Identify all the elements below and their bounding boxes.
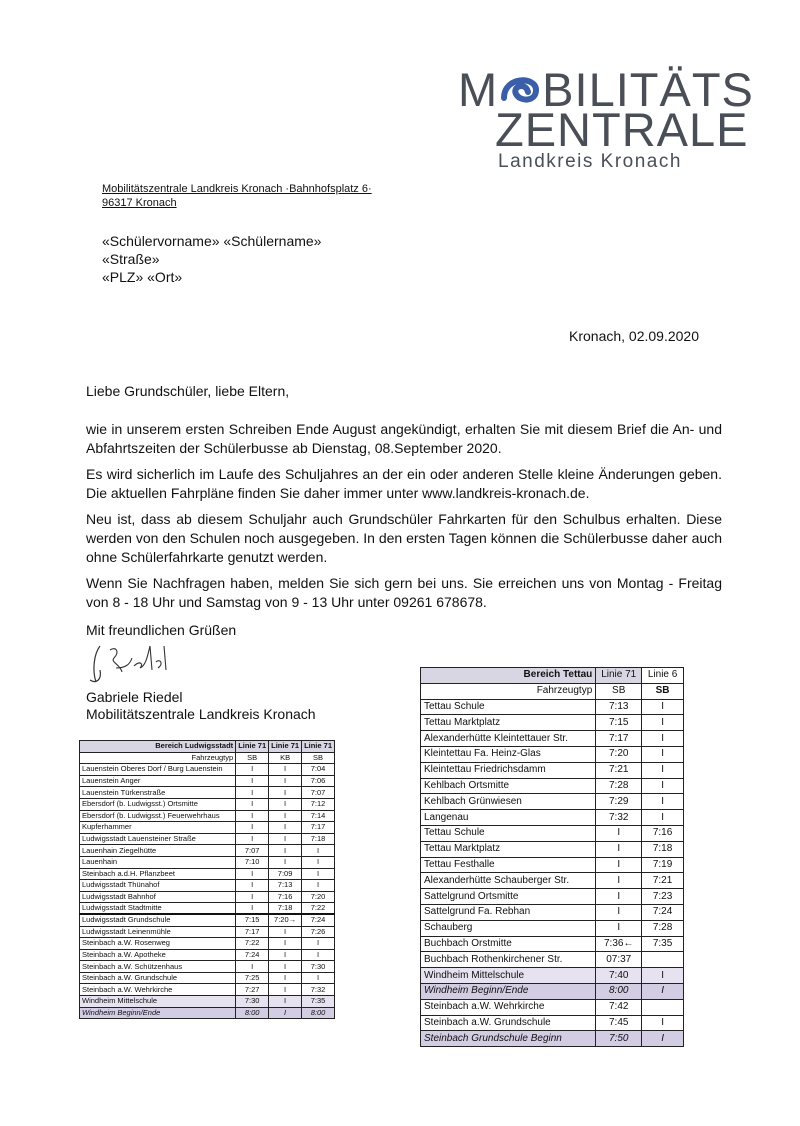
timetable-tettau: [420, 667, 684, 1047]
stop-name: Ludwigsstadt Thünahof: [80, 880, 236, 892]
departure-time: [642, 999, 684, 1015]
table-row: [421, 857, 684, 873]
vehicle-type-label: Fahrzeugtyp: [80, 752, 236, 764]
signer-block: [86, 689, 316, 723]
line-header: Linie 6: [642, 668, 684, 684]
departure-time: I: [642, 762, 684, 778]
departure-time: 7:17: [302, 822, 335, 834]
departure-time: I: [596, 873, 642, 889]
departure-time: I: [269, 961, 302, 973]
logo-o-swirl-icon: [498, 68, 542, 108]
stop-name: Kleintettau Friedrichsdamm: [421, 762, 596, 778]
table-row: [80, 914, 335, 926]
table-row: [80, 984, 335, 996]
logo: [458, 63, 754, 176]
departure-time: I: [302, 845, 335, 857]
table-row: [421, 731, 684, 747]
stop-name: Ebersdorf (b. Ludwigsst.) Ortsmitte: [80, 798, 236, 810]
table-row: [421, 889, 684, 905]
stop-name: Lauenstein Türkenstraße: [80, 787, 236, 799]
departure-time: I: [269, 764, 302, 776]
table-row: [80, 891, 335, 903]
departure-time: I: [236, 798, 269, 810]
salutation: Liebe Grundschüler, liebe Eltern,: [86, 383, 290, 399]
departure-time: 7:32: [596, 810, 642, 826]
letter-date: Kronach, 02.09.2020: [569, 328, 699, 344]
stop-name: Steinbach a.W. Wehrkirche: [421, 999, 596, 1015]
paragraph: Es wird sicherlich im Laufe des Schuljahres an der ein oder anderen Stelle kleine Änderungen geben. Die aktuellen Fahrpläne finden Sie daher immer unter www.landkreis-kronach.de.: [86, 466, 722, 501]
departure-time: I: [269, 926, 302, 938]
stop-name: Schauberg: [421, 920, 596, 936]
table-row: [80, 764, 335, 776]
departure-time: I: [596, 904, 642, 920]
table-row: [421, 810, 684, 826]
departure-time: 7:27: [236, 984, 269, 996]
stop-name: Steinbach a.W. Rosenweg: [80, 938, 236, 950]
table-row: [421, 999, 684, 1015]
departure-time: 8:00: [596, 983, 642, 999]
stop-name: Buchbach Rothenkirchener Str.: [421, 952, 596, 968]
departure-time: I: [302, 949, 335, 961]
departure-time: I: [236, 961, 269, 973]
departure-time: I: [269, 984, 302, 996]
stop-name: Steinbach a.W. Apotheke: [80, 949, 236, 961]
departure-time: 7:20: [302, 891, 335, 903]
departure-time: I: [269, 822, 302, 834]
departure-time: I: [236, 810, 269, 822]
departure-time: I: [642, 715, 684, 731]
stop-name: Kehlbach Grünwiesen: [421, 794, 596, 810]
departure-time: 7:13: [596, 699, 642, 715]
table-row: [80, 775, 335, 787]
departure-time: 7:17: [236, 926, 269, 938]
vehicle-type: SB: [302, 752, 335, 764]
stop-name: Ludwigsstadt Grundschule: [80, 914, 236, 926]
vehicle-type-row: [80, 752, 335, 764]
stop-name: Windheim Beginn/Ende: [421, 983, 596, 999]
departure-time: I: [596, 857, 642, 873]
stop-name: Lauenhain: [80, 856, 236, 868]
stop-name: Steinbach a.W. Grundschule: [80, 972, 236, 984]
departure-time: I: [596, 825, 642, 841]
stop-name: Windheim Mittelschule: [80, 996, 236, 1008]
departure-time: I: [269, 845, 302, 857]
departure-time: 7:17: [596, 731, 642, 747]
departure-time: I: [642, 968, 684, 984]
departure-time: 7:24: [302, 914, 335, 926]
departure-time: I: [302, 938, 335, 950]
line-header: Linie 71: [302, 741, 335, 753]
departure-time: I: [596, 889, 642, 905]
table-row: [80, 972, 335, 984]
table-row: [421, 778, 684, 794]
departure-time: I: [302, 868, 335, 880]
stop-name: Lauenstein Oberes Dorf / Burg Lauenstein: [80, 764, 236, 776]
departure-time: 7:24: [236, 949, 269, 961]
letter-body: [86, 420, 722, 619]
departure-time: I: [269, 810, 302, 822]
sender-line1: Mobilitätszentrale Landkreis Kronach ·Bahnhofsplatz 6·: [102, 183, 372, 195]
logo-letter-m: M: [458, 63, 499, 116]
table-row: [80, 949, 335, 961]
paragraph: Wenn Sie Nachfragen haben, melden Sie sich gern bei uns. Sie erreichen uns von Montag - Freitag von 8 - 18 Uhr und Samstag von 9 - 13 Uhr unter 09261 678678.: [86, 575, 722, 610]
departure-time: 7:24: [642, 904, 684, 920]
departure-time: 7:15: [596, 715, 642, 731]
departure-time: 7:30: [236, 996, 269, 1008]
line-header: Linie 71: [596, 668, 642, 684]
table-row: [80, 961, 335, 973]
stop-name: Kehlbach Ortsmitte: [421, 778, 596, 794]
table-row: [80, 996, 335, 1008]
stop-name: Lauenhain Ziegelhütte: [80, 845, 236, 857]
departure-time: 7:16: [269, 891, 302, 903]
recipient-address: [102, 232, 321, 286]
departure-time: I: [596, 841, 642, 857]
table-header-row: [421, 668, 684, 684]
table-row: [421, 699, 684, 715]
table-row: [421, 715, 684, 731]
departure-time: 7:09: [269, 868, 302, 880]
departure-time: 7:22: [302, 903, 335, 915]
table-row: [421, 1031, 684, 1047]
table-row: [421, 952, 684, 968]
departure-time: 7:16: [642, 825, 684, 841]
departure-time: 8:00: [302, 1007, 335, 1019]
departure-time: 7:18: [642, 841, 684, 857]
departure-time: I: [642, 731, 684, 747]
departure-time: I: [236, 903, 269, 915]
departure-time: 7:35: [642, 936, 684, 952]
stop-name: Langenau: [421, 810, 596, 826]
line-header: Linie 71: [269, 741, 302, 753]
stop-name: Tettau Schule: [421, 825, 596, 841]
departure-time: 07:37: [596, 952, 642, 968]
departure-time: 7:12: [302, 798, 335, 810]
vehicle-type: SB: [236, 752, 269, 764]
stop-name: Buchbach Orstmitte: [421, 936, 596, 952]
departure-time: 7:07: [302, 787, 335, 799]
departure-time: 7:22: [236, 938, 269, 950]
departure-time: I: [236, 880, 269, 892]
departure-time: I: [642, 983, 684, 999]
stop-name: Tettau Festhalle: [421, 857, 596, 873]
timetable-ludwigsstadt: [79, 740, 335, 1019]
stop-name: Alexanderhütte Kleintettauer Str.: [421, 731, 596, 747]
vehicle-type: SB: [642, 683, 684, 699]
departure-time: 7:25: [236, 972, 269, 984]
stop-name: Lauenstein Anger: [80, 775, 236, 787]
stop-name: Kupferhammer: [80, 822, 236, 834]
table-row: [80, 798, 335, 810]
table-row: [421, 920, 684, 936]
recipient-line2: «Straße»: [102, 251, 160, 267]
departure-time: 7:20: [596, 746, 642, 762]
table-row: [80, 822, 335, 834]
departure-time: I: [269, 996, 302, 1008]
departure-time: I: [236, 891, 269, 903]
departure-time: 7:50: [596, 1031, 642, 1047]
recipient-line1: «Schülervorname» «Schülername»: [102, 233, 322, 249]
departure-time: I: [302, 856, 335, 868]
table-row: [421, 1015, 684, 1031]
departure-time: I: [236, 822, 269, 834]
departure-time: I: [269, 798, 302, 810]
table-row: [80, 926, 335, 938]
departure-time: [642, 952, 684, 968]
departure-time: I: [642, 794, 684, 810]
table-row: [421, 873, 684, 889]
paragraph: Neu ist, dass ab diesem Schuljahr auch Grundschüler Fahrkarten für den Schulbus erhalten. Diese werden von den Schulen noch ausgegeben. In den ersten Tagen können die Schülerbusse daher auch ohne Schülerfahrkarte genutzt werden.: [86, 511, 722, 565]
departure-time: I: [269, 949, 302, 961]
departure-time: 7:32: [302, 984, 335, 996]
stop-name: Windheim Mittelschule: [421, 968, 596, 984]
departure-time: I: [642, 699, 684, 715]
table-row: [421, 762, 684, 778]
stop-name: Tettau Schule: [421, 699, 596, 715]
logo-letters-bilitaets: BILITÄTS: [542, 63, 754, 116]
departure-time: I: [642, 1031, 684, 1047]
vehicle-type-row: [421, 683, 684, 699]
table-title: Bereich Tettau: [421, 668, 596, 684]
departure-time: 7:18: [302, 833, 335, 845]
table-row: [421, 746, 684, 762]
stop-name: Ludwigsstadt Lauensteiner Straße: [80, 833, 236, 845]
vehicle-type: SB: [596, 683, 642, 699]
departure-time: I: [642, 778, 684, 794]
departure-time: I: [236, 764, 269, 776]
table-row: [80, 1007, 335, 1019]
table-row: [80, 903, 335, 915]
departure-time: 7:14: [302, 810, 335, 822]
logo-subtitle: Landkreis Kronach: [498, 151, 682, 172]
table-row: [421, 983, 684, 999]
table-row: [421, 825, 684, 841]
stop-name: Tettau Marktplatz: [421, 841, 596, 857]
departure-time: I: [269, 938, 302, 950]
table-row: [80, 856, 335, 868]
stop-name: Tettau Marktplatz: [421, 715, 596, 731]
departure-time: 7:28: [596, 778, 642, 794]
vehicle-type-label: Fahrzeugtyp: [421, 683, 596, 699]
stop-name: Ludwigsstadt Bahnhof: [80, 891, 236, 903]
table-row: [421, 904, 684, 920]
departure-time: I: [236, 787, 269, 799]
table-row: [421, 968, 684, 984]
departure-time: 7:45: [596, 1015, 642, 1031]
table-title: Bereich Ludwigsstadt: [80, 741, 236, 753]
stop-name: Steinbach a.W. Wehrkirche: [80, 984, 236, 996]
stop-name: Ludwigsstadt Leinenmühle: [80, 926, 236, 938]
departure-time: 7:40: [596, 968, 642, 984]
departure-time: 7:36←: [596, 936, 642, 952]
stop-name: Sattelgrund Ortsmitte: [421, 889, 596, 905]
table-row: [421, 794, 684, 810]
stop-name: Sattelgrund Fa. Rebhan: [421, 904, 596, 920]
stop-name: Ebersdorf (b. Ludwigsst.) Feuerwehrhaus: [80, 810, 236, 822]
stop-name: Steinbach a.W. Grundschule: [421, 1015, 596, 1031]
departure-time: I: [269, 775, 302, 787]
departure-time: 7:04: [302, 764, 335, 776]
departure-time: 7:20→: [269, 914, 302, 926]
departure-time: 7:21: [596, 762, 642, 778]
stop-name: Kleintettau Fa. Heinz-Glas: [421, 746, 596, 762]
sender-line2: 96317 Kronach: [102, 197, 177, 209]
departure-time: 7:26: [302, 926, 335, 938]
departure-time: 7:10: [236, 856, 269, 868]
departure-time: I: [302, 972, 335, 984]
table-row: [80, 810, 335, 822]
departure-time: I: [236, 833, 269, 845]
table-row: [80, 845, 335, 857]
departure-time: I: [269, 833, 302, 845]
departure-time: 7:19: [642, 857, 684, 873]
closing: Mit freundlichen Grüßen: [86, 622, 237, 638]
stop-name: Ludwigsstadt Stadtmitte: [80, 903, 236, 915]
vehicle-type: KB: [269, 752, 302, 764]
departure-time: I: [236, 868, 269, 880]
departure-time: I: [269, 856, 302, 868]
line-header: Linie 71: [236, 741, 269, 753]
stop-name: Steinbach Grundschule Beginn: [421, 1031, 596, 1047]
departure-time: 7:29: [596, 794, 642, 810]
signer-org: Mobilitätszentrale Landkreis Kronach: [86, 706, 316, 722]
table-row: [80, 787, 335, 799]
departure-time: 7:06: [302, 775, 335, 787]
departure-time: 7:28: [642, 920, 684, 936]
table-row: [421, 936, 684, 952]
departure-time: 7:13: [269, 880, 302, 892]
departure-time: 7:23: [642, 889, 684, 905]
departure-time: 8:00: [236, 1007, 269, 1019]
paragraph: wie in unserem ersten Schreiben Ende August angekündigt, erhalten Sie mit diesem Brief die An- und Abfahrtszeiten der Schülerbusse ab Dienstag, 08.September 2020.: [86, 421, 722, 456]
departure-time: 7:42: [596, 999, 642, 1015]
departure-time: I: [269, 1007, 302, 1019]
table-header-row: [80, 741, 335, 753]
departure-time: I: [642, 746, 684, 762]
departure-time: I: [302, 880, 335, 892]
departure-time: 7:35: [302, 996, 335, 1008]
table-row: [80, 880, 335, 892]
departure-time: I: [596, 920, 642, 936]
departure-time: 7:30: [302, 961, 335, 973]
stop-name: Steinbach a.W. Schützenhaus: [80, 961, 236, 973]
departure-time: I: [642, 1015, 684, 1031]
sender-address: [102, 182, 372, 210]
departure-time: I: [269, 787, 302, 799]
handwritten-signature: [86, 640, 186, 688]
signer-name: Gabriele Riedel: [86, 689, 183, 705]
departure-time: I: [236, 775, 269, 787]
departure-time: 7:21: [642, 873, 684, 889]
table-row: [421, 841, 684, 857]
table-row: [80, 868, 335, 880]
table-row: [80, 833, 335, 845]
logo-line2: ZENTRALE: [495, 103, 749, 156]
stop-name: Alexanderhütte Schauberger Str.: [421, 873, 596, 889]
departure-time: 7:07: [236, 845, 269, 857]
departure-time: I: [269, 972, 302, 984]
departure-time: I: [642, 810, 684, 826]
departure-time: 7:15: [236, 914, 269, 926]
departure-time: 7:18: [269, 903, 302, 915]
stop-name: Windheim Beginn/Ende: [80, 1007, 236, 1019]
recipient-line3: «PLZ» «Ort»: [102, 269, 183, 285]
stop-name: Steinbach a.d.H. Pflanzbeet: [80, 868, 236, 880]
table-row: [80, 938, 335, 950]
